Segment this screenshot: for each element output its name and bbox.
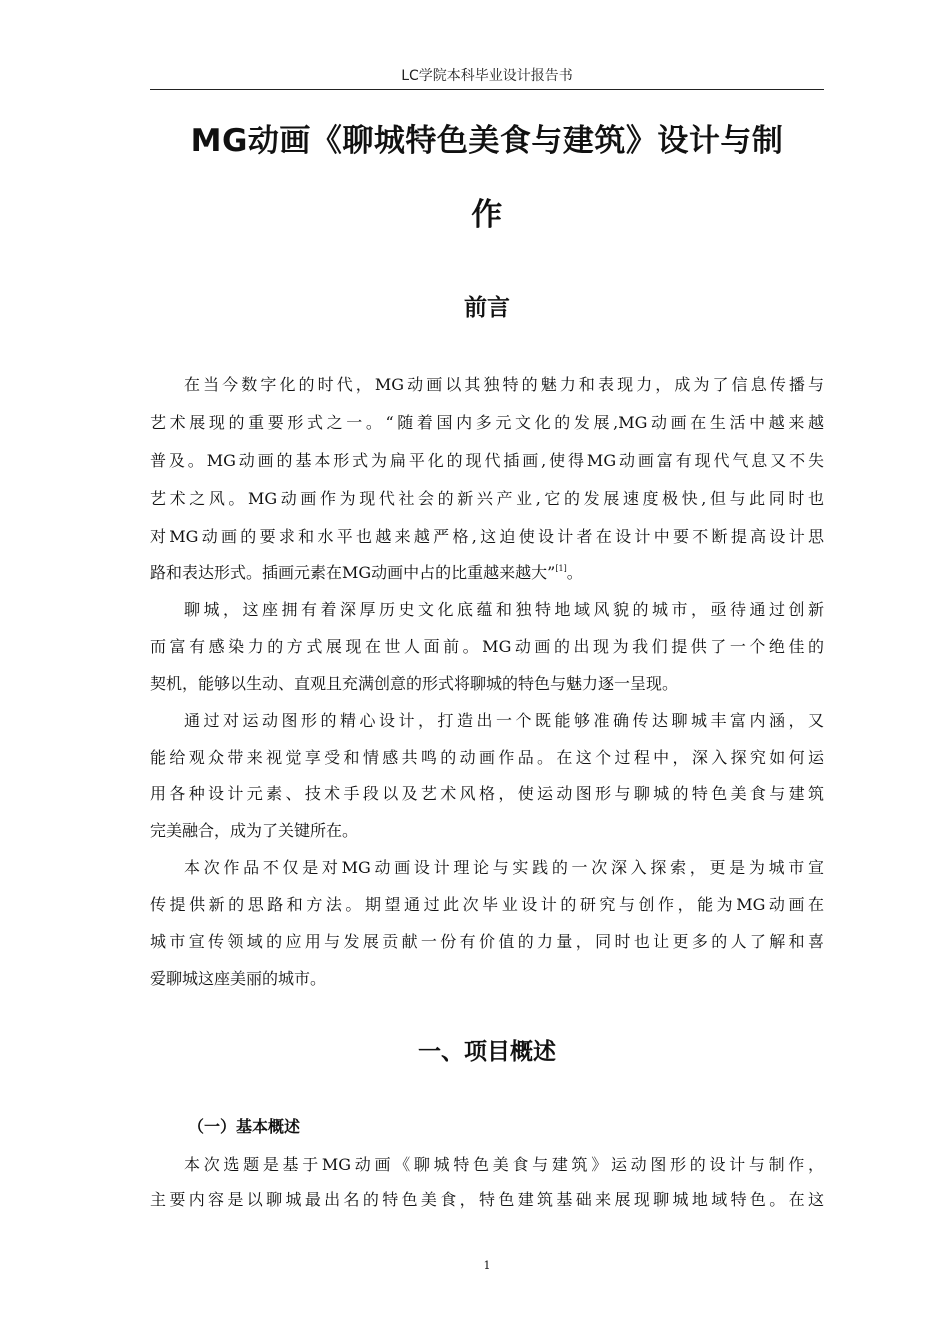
paragraph-line: 而富有感染力的方式展现在世人面前。MG动画的出现为我们提供了一个绝佳的 bbox=[150, 637, 824, 656]
subsection-heading: （一）基本概述 bbox=[188, 1117, 301, 1136]
paragraph-line bbox=[150, 561, 824, 585]
paragraph-line: 完美融合，成为了关键所在。 bbox=[150, 821, 359, 840]
document-title-line-2: 作 bbox=[471, 197, 503, 233]
citation-marker: [1] bbox=[555, 564, 567, 573]
page-number: 1 bbox=[483, 1259, 491, 1272]
preface-heading: 前言 bbox=[464, 295, 510, 321]
paragraph-line: 爱聊城这座美丽的城市。 bbox=[150, 969, 327, 988]
paragraph-line: 聊城，这座拥有着深厚历史文化底蕴和独特地域风貌的城市，亟待通过创新 bbox=[184, 600, 824, 619]
paragraph-line: 能给观众带来视觉享受和情感共鸣的动画作品。在这个过程中，深入探究如何运 bbox=[150, 748, 824, 767]
paragraph-line: 在当今数字化的时代，MG动画以其独特的魅力和表现力，成为了信息传播与 bbox=[184, 375, 824, 394]
document-title-line-1: MG动画《聊城特色美食与建筑》设计与制 bbox=[190, 123, 784, 159]
paragraph-text: 。 bbox=[566, 563, 583, 582]
paragraph-line: 本次选题是基于MG动画《聊城特色美食与建筑》运动图形的设计与制作， bbox=[184, 1155, 824, 1174]
paragraph-line: 普及。MG动画的基本形式为扁平化的现代插画,使得MG动画富有现代气息又不失 bbox=[150, 451, 824, 470]
paragraph-line: 主要内容是以聊城最出名的特色美食，特色建筑基础来展现聊城地域特色。在这 bbox=[150, 1190, 824, 1209]
paragraph-line: 传提供新的思路和方法。期望通过此次毕业设计的研究与创作，能为MG动画在 bbox=[150, 895, 824, 914]
page-header: LC学院本科毕业设计报告书 bbox=[401, 68, 573, 84]
paragraph-line: 艺术之风。MG动画作为现代社会的新兴产业,它的发展速度极快,但与此同时也 bbox=[150, 489, 824, 508]
paragraph-line: 通过对运动图形的精心设计，打造出一个既能够准确传达聊城丰富内涵，又 bbox=[184, 711, 824, 730]
header-rule bbox=[150, 89, 824, 90]
paragraph-line: 本次作品不仅是对MG动画设计理论与实践的一次深入探索，更是为城市宣 bbox=[184, 858, 824, 877]
paragraph-line: 契机，能够以生动、直观且充满创意的形式将聊城的特色与魅力逐一呈现。 bbox=[150, 674, 679, 693]
paragraph-line: 艺术展现的重要形式之一。“随着国内多元文化的发展,MG动画在生活中越来越 bbox=[150, 413, 824, 432]
paragraph-line: 城市宣传领域的应用与发展贡献一份有价值的力量，同时也让更多的人了解和喜 bbox=[150, 932, 824, 951]
paragraph-line: 用各种设计元素、技术手段以及艺术风格，使运动图形与聊城的特色美食与建筑 bbox=[150, 784, 824, 803]
paragraph-line: 对MG动画的要求和水平也越来越严格,这迫使设计者在设计中要不断提高设计思 bbox=[150, 527, 824, 546]
section-heading: 一、项目概述 bbox=[418, 1039, 556, 1065]
paragraph-text: 路和表达形式。插画元素在MG动画中占的比重越来越大” bbox=[150, 563, 556, 582]
